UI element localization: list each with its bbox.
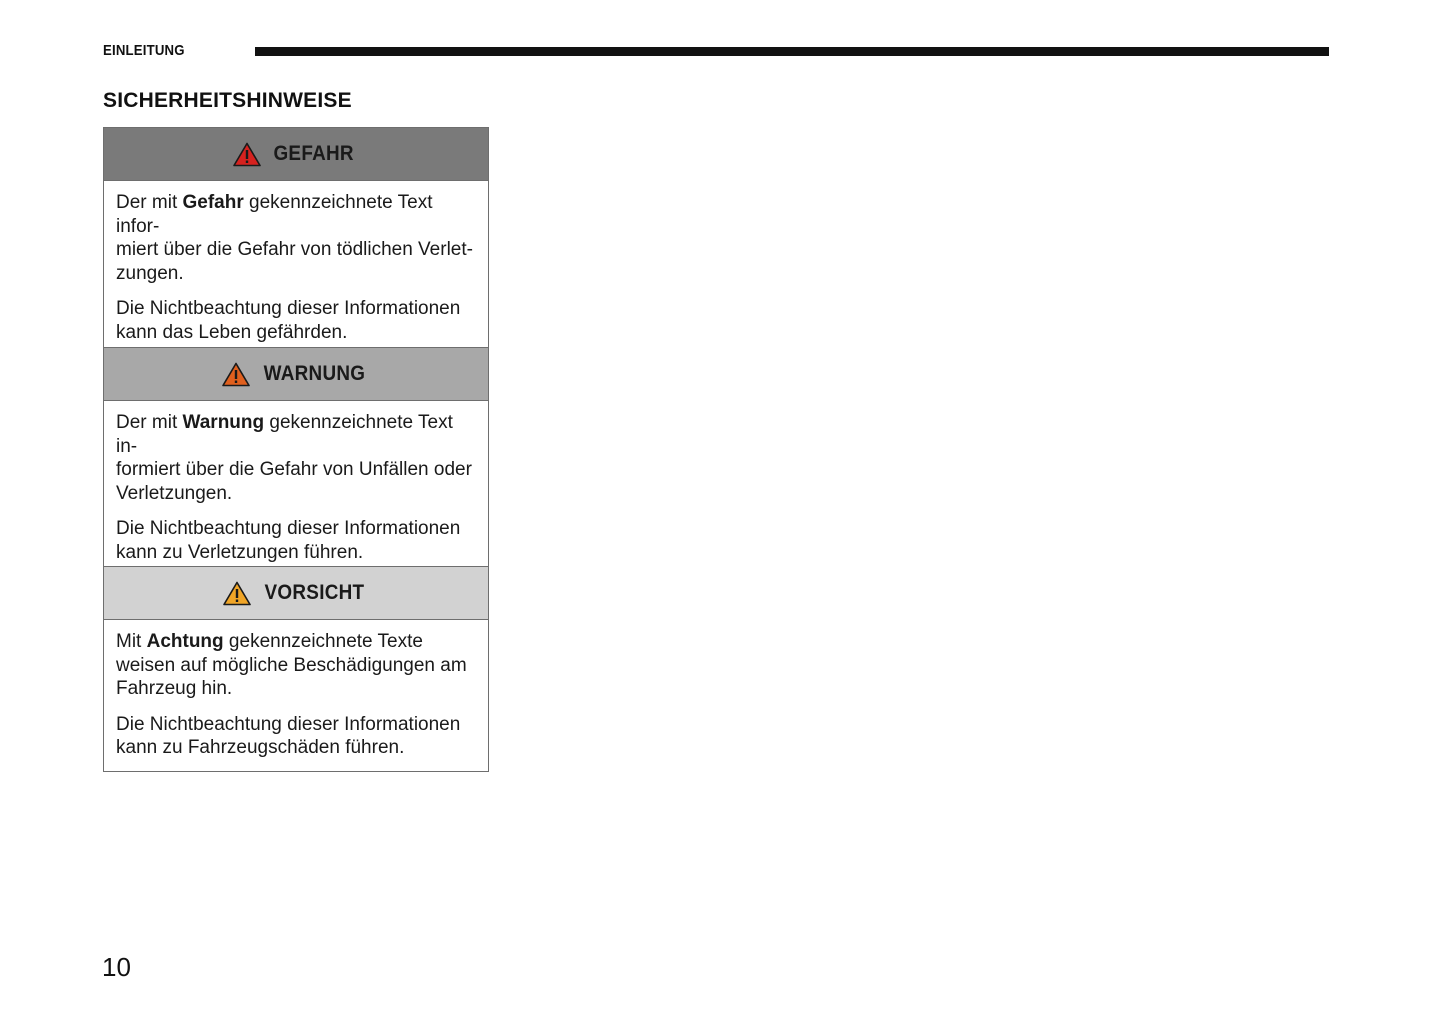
warning-notice bbox=[103, 347, 489, 576]
caution-consequence-line1: Die Nichtbeachtung dieser Informationen bbox=[116, 713, 461, 735]
danger-notice-body bbox=[104, 181, 488, 355]
warning-text-line1: gekennzeichnete Text in- bbox=[116, 412, 453, 457]
caution-consequence-line2: kann zu Fahrzeugschäden führen. bbox=[116, 737, 405, 758]
warning-notice-body bbox=[104, 401, 488, 575]
danger-keyword: Gefahr bbox=[182, 192, 244, 213]
warning-keyword: Warnung bbox=[182, 412, 265, 433]
header-rule bbox=[255, 47, 1329, 56]
warning-notice-paragraph-1 bbox=[116, 411, 476, 505]
danger-consequence-line1: Die Nichtbeachtung dieser Informationen bbox=[116, 298, 461, 319]
warning-consequence-line2: kann zu Verletzungen führen. bbox=[116, 541, 364, 563]
caution-notice-paragraph-1 bbox=[116, 630, 476, 701]
warning-notice-label: WARNUNG bbox=[263, 362, 365, 385]
danger-text-before: Der mit bbox=[116, 192, 183, 213]
caution-text-before: Mit bbox=[116, 631, 147, 652]
danger-text-line2: miert über die Gefahr von tödlichen Verlet- bbox=[116, 239, 473, 260]
warning-text-line2: formiert über die Gefahr von Unfällen oder bbox=[116, 459, 472, 480]
caution-notice bbox=[103, 566, 489, 772]
warning-triangle-icon bbox=[223, 581, 251, 606]
danger-text-line1: gekennzeichnete Text infor- bbox=[116, 192, 433, 237]
running-header: EINLEITUNG bbox=[103, 42, 185, 59]
caution-notice-body bbox=[104, 620, 488, 771]
caution-text-line2: weisen auf mögliche Beschädigungen am bbox=[116, 654, 467, 676]
danger-notice-paragraph-1 bbox=[116, 191, 476, 285]
caution-text-line1: gekennzeichnete Texte bbox=[223, 631, 423, 652]
page-number: 10 bbox=[102, 952, 131, 982]
section-title: SICHERHEITSHINWEISE bbox=[103, 89, 352, 112]
warning-triangle-icon bbox=[233, 142, 261, 167]
danger-notice-paragraph-2 bbox=[116, 297, 476, 344]
caution-keyword: Achtung bbox=[146, 631, 224, 652]
caution-notice-paragraph-2 bbox=[116, 713, 476, 760]
danger-notice bbox=[103, 127, 489, 356]
danger-text-line3: zungen. bbox=[116, 262, 184, 284]
danger-consequence-line2: kann das Leben gefährden. bbox=[116, 321, 348, 343]
warning-triangle-icon bbox=[222, 362, 250, 387]
caution-text-line3: Fahrzeug hin. bbox=[116, 678, 233, 699]
caution-notice-header bbox=[104, 567, 488, 620]
danger-notice-header bbox=[104, 128, 488, 181]
caution-notice-label: VORSICHT bbox=[264, 581, 364, 604]
warning-notice-header bbox=[104, 348, 488, 401]
warning-notice-paragraph-2 bbox=[116, 517, 476, 564]
danger-notice-label: GEFAHR bbox=[273, 142, 355, 165]
warning-consequence-line1: Die Nichtbeachtung dieser Informationen bbox=[116, 518, 461, 539]
warning-text-before: Der mit bbox=[116, 412, 183, 433]
warning-text-line3: Verletzungen. bbox=[116, 482, 233, 504]
